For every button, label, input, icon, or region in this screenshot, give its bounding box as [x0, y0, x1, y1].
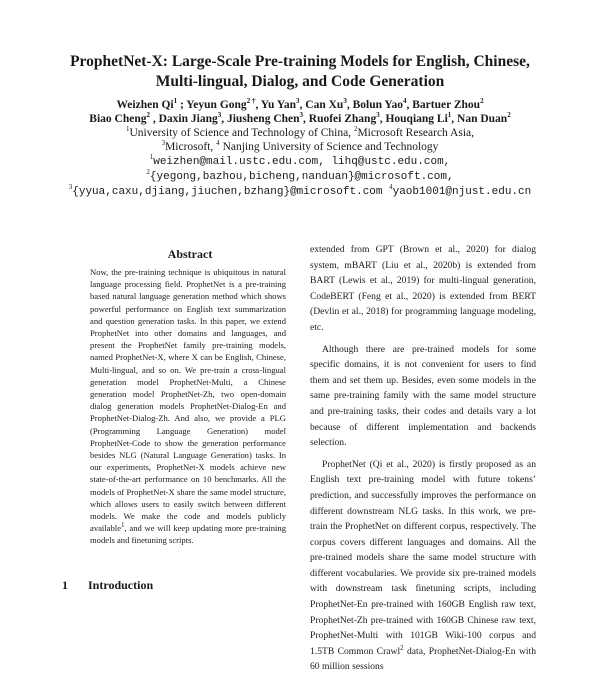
author-affiliation-sup: 1 — [447, 111, 452, 120]
section-heading-introduction — [62, 578, 153, 593]
author-name: Can Xu — [305, 99, 344, 111]
affiliation-msra: Microsoft Research Asia, — [357, 127, 475, 139]
author-affiliation-sup: 3 — [299, 111, 304, 120]
email-njust: yaob1001@njust.edu.cn — [392, 186, 532, 198]
author-affiliation-sup: 1 — [173, 97, 178, 106]
email-msra: {yegong,bazhou,bicheng,nanduan}@microsoft.com, — [149, 171, 454, 183]
author-separator: , — [451, 113, 458, 125]
author-affiliation-sup: 2 — [507, 111, 511, 120]
author-block — [40, 98, 560, 199]
email-sup: 1 — [149, 153, 154, 162]
email-sup: 3 — [68, 183, 73, 192]
author-name: Yu Yan — [260, 99, 297, 111]
paragraph-3-text: ProphetNet (Qi et al., 2020) is firstly proposed as an English text pre-training model with future tokens’ prediction, and successfully improves the performance on different downstream NLG tasks. In this work, we pre-train the ProphetNet on different corpus, respectively. The corpus covers different languages and domains. All the pre-trained models share the same model structure with different vocabularies. We provide six pre-trained models with downstream task finetuning scripts, including ProphetNet-En pre-trained with 160GB English raw text, ProphetNet-Zh pre-trained with 160GB Chinese raw text, ProphetNet-Multi with 101GB Wiki-100 corpus and 1.5TB Common Crawl — [310, 458, 536, 657]
author-name: Ruofei Zhang — [308, 113, 377, 125]
abstract-text: Now, the pre-training technique is ubiquitous in natural language processing field. ProphetNet is a pre-training based natural language generation method which shows powerful performance on English text summarization and question generation tasks. In this paper, we extend ProphetNet into other domains and languages, and present the ProphetNet family pre-training models, named ProphetNet-X, where X can be English, Chinese, Multi-lingual, and so on. We pre-train a cross-lingual generation model ProphetNet-Multi, a Chinese generation model ProphetNet-Zh, two open-domain dialog generation models ProphetNet-Dialog-En and ProphetNet-Dialog-Zh. And also, we provide a PLG (Programming Language Generation) model ProphetNet-Code to show the generation performance besides NLG (Natural Language Generation) tasks. In our experiments, ProphetNet-X models achieve new state-of-the-art performance on 10 benchmarks. All the models of ProphetNet-X share the same model structure, which allows users to easily switch between different models. We make the code and models publicly available — [90, 267, 286, 534]
author-name: Jiusheng Chen — [226, 113, 300, 125]
author-separator: , — [255, 99, 261, 111]
author-affiliation-sup: 3 — [217, 111, 222, 120]
email-ustc: weizhen@mail.ustc.edu.com, lihq@ustc.edu.com, — [153, 156, 451, 168]
author-affiliation-sup: 3 — [376, 111, 380, 120]
author-name: Biao Cheng — [89, 113, 147, 125]
author-separator: ; — [177, 99, 187, 111]
author-affiliation-sup: 4 — [402, 97, 407, 106]
author-separator: , — [149, 113, 159, 125]
author-separator: , — [406, 99, 413, 111]
email-sup: 4 — [389, 183, 393, 192]
author-affiliation-sup: 2 — [480, 97, 484, 106]
paragraph-3-text-end: data, ProphetNet-Dialog-En with 60 million sessions — [310, 645, 537, 673]
authors-row-2 — [40, 112, 560, 126]
authors-row-1 — [40, 98, 560, 112]
paragraph-2: Although there are pre-trained models for some specific domains, it is not convenient for users to find them and set them up. Besides, even some models in the same pre-training family with the same model structure and pre-training tasks, their codes and details vary a lot because of different implementation and backends selection. — [310, 343, 536, 449]
email-sup: 2 — [146, 168, 150, 177]
footnote-marker: 1 — [121, 521, 125, 530]
author-affiliation-sup: 2 — [146, 111, 150, 120]
affiliation-microsoft: Microsoft, — [165, 141, 217, 153]
author-name: Houqiang Li — [385, 113, 448, 125]
aff-sup: 4 — [216, 139, 220, 148]
author-name: Nan Duan — [457, 113, 508, 125]
abstract-body — [90, 266, 286, 547]
paragraph-3 — [310, 457, 536, 675]
abstract-text-end: , and we will keep updating more pre-training models and finetuning scripts. — [90, 523, 286, 546]
author-affiliation-sup: 3 — [296, 97, 300, 106]
author-separator: , — [299, 99, 306, 111]
paper-title — [60, 52, 540, 92]
author-affiliation-sup: 2 † — [246, 97, 256, 106]
email-line-2 — [40, 169, 560, 184]
paragraph-1: extended from GPT (Brown et al., 2020) for dialog system, mBART (Liu et al., 2020b) is extended from BART (Lewis et al., 2019) for multi-lingual generation, CodeBERT (Feng et al., 2020) is extended from BERT (Devlin et al., 2018) for programming language modeling, etc. — [310, 244, 536, 333]
aff-sup: 1 — [125, 125, 130, 134]
author-name: Weizhen Qi — [116, 99, 174, 111]
abstract-heading: Abstract — [167, 247, 213, 261]
author-separator: , — [346, 99, 353, 111]
author-name: Bartuer Zhou — [412, 99, 481, 111]
affiliation-njust: Nanjing University of Science and Technology — [219, 141, 439, 153]
email-line-3 — [40, 184, 560, 199]
aff-sup: 3 — [161, 139, 166, 148]
author-name: Bolun Yao — [352, 99, 403, 111]
section-title: Introduction — [88, 578, 154, 592]
affiliations-line-2 — [40, 140, 560, 154]
author-separator: , — [221, 113, 227, 125]
author-separator: , — [303, 113, 309, 125]
author-separator: , — [379, 113, 386, 125]
footnote-marker: 2 — [400, 643, 404, 652]
title-line-1: ProphetNet-X: Large-Scale Pre-training Models for English, Chinese, — [70, 53, 530, 70]
affiliations-line-1 — [40, 126, 560, 140]
affiliation-ustc: University of Science and Technology of China, — [129, 127, 354, 139]
author-name: Daxin Jiang — [158, 113, 218, 125]
email-line-1 — [40, 154, 560, 169]
aff-sup: 2 — [353, 125, 358, 134]
email-microsoft: {yyua,caxu,djiang,jiuchen,bzhang}@microsoft.com — [72, 186, 390, 198]
author-affiliation-sup: 3 — [343, 97, 347, 106]
author-name: Yeyun Gong — [186, 99, 247, 111]
title-line-2: Multi-lingual, Dialog, and Code Generation — [155, 73, 445, 90]
body-column-right — [310, 242, 536, 675]
section-number: 1 — [62, 578, 68, 592]
